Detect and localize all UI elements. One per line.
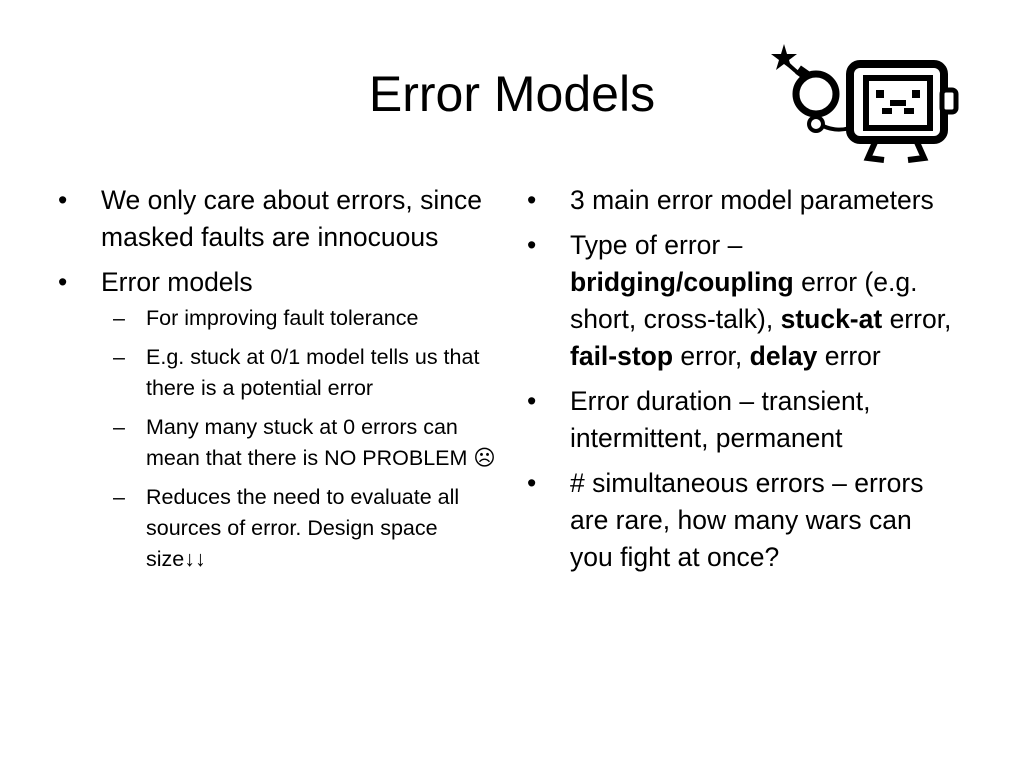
bullet-marker: • — [527, 468, 537, 498]
bullet-item — [58, 182, 498, 256]
bullet-marker: • — [527, 386, 537, 416]
bullet-text-part: error (e.g. short, cross-talk), — [570, 267, 918, 334]
sub-bullet-text: For improving fault tolerance — [146, 306, 419, 330]
slide-title: Error Models — [368, 66, 656, 122]
left-column — [58, 182, 498, 583]
bullet-item — [527, 182, 959, 219]
bullet-item — [58, 264, 498, 575]
sad-computer-bomb-icon — [766, 40, 962, 166]
bullet-item — [527, 465, 959, 576]
sub-bullet-list — [101, 303, 498, 575]
bullet-bold-term: stuck-at — [780, 304, 883, 334]
bullet-item — [527, 383, 959, 457]
bullet-text-part: Type of error – — [570, 230, 743, 260]
bullet-text: # simultaneous errors – errors are rare, how many wars can you fight at once? — [570, 468, 924, 572]
bullet-item — [527, 227, 959, 375]
bullet-text-part: error — [817, 341, 881, 371]
bullet-text: Error duration – transient, intermittent, permanent — [570, 386, 871, 453]
bullet-text: 3 main error model parameters — [570, 185, 934, 215]
dash-marker: – — [113, 415, 125, 439]
sub-bullet-item — [101, 342, 498, 404]
sub-bullet-item — [101, 303, 498, 334]
sub-bullet-item — [101, 412, 498, 474]
bullet-bold-term: bridging/coupling — [570, 267, 794, 297]
sub-bullet-text: E.g. stuck at 0/1 model tells us that there is a potential error — [146, 345, 480, 400]
right-column — [527, 182, 959, 584]
sad-face-icon: ☹ — [473, 446, 496, 470]
sub-bullet-text: Many many stuck at 0 errors can mean that there is NO PROBLEM — [146, 415, 468, 470]
dash-marker: – — [113, 345, 125, 369]
bullet-text: We only care about errors, since masked faults are innocuous — [101, 185, 482, 252]
bullet-bold-term: fail-stop — [570, 341, 674, 371]
bullet-marker: • — [527, 185, 537, 215]
bullet-text-part: error, — [673, 341, 750, 371]
bullet-marker: • — [527, 230, 537, 260]
dash-marker: – — [113, 306, 125, 330]
bullet-bold-term: delay — [749, 341, 818, 371]
bullet-text: Error models — [101, 267, 253, 297]
bullet-text-part: error, — [882, 304, 952, 334]
bullet-marker: • — [58, 185, 68, 215]
dash-marker: – — [113, 485, 125, 509]
bullet-marker: • — [58, 267, 68, 297]
sub-bullet-item — [101, 482, 498, 575]
sub-bullet-text: Reduces the need to evaluate all sources of error. Design space size↓↓ — [146, 485, 460, 571]
